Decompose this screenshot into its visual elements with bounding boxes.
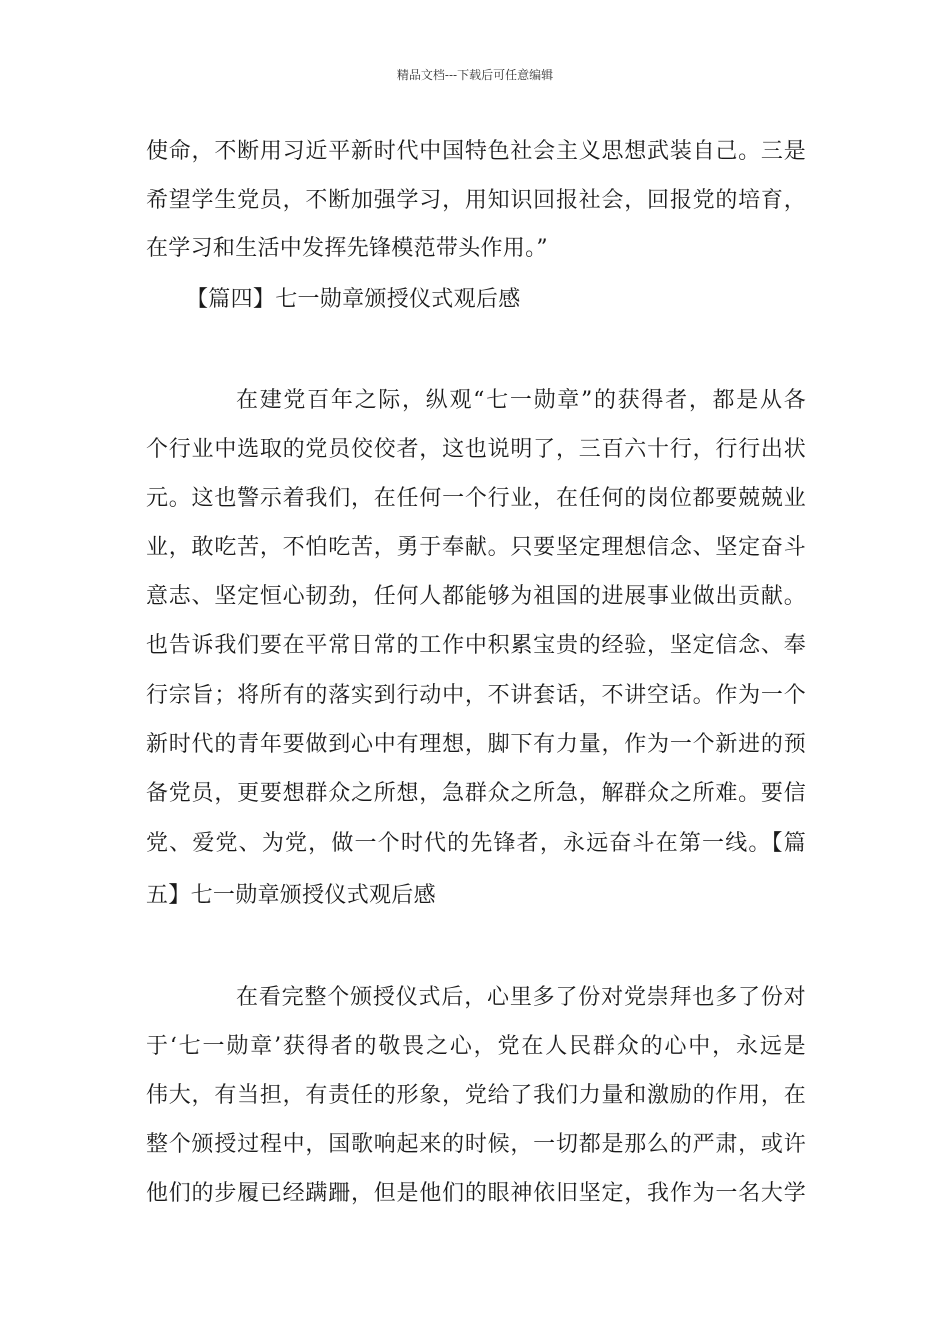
paragraph-line: 行宗旨；将所有的落实到行动中，不讲套话，不讲空话。作为一个 (146, 683, 806, 708)
paragraph-line: 元。这也警示着我们，在任何一个行业，在任何的岗位都要兢兢业 (146, 486, 806, 511)
section-heading: 五】七一勋章颁授仪式观后感 (146, 883, 436, 908)
paragraph-line: 意志、坚定恒心韧劲，任何人都能够为祖国的进展事业做出贡献。 (146, 584, 806, 609)
page-header: 精品文档---下载后可任意编辑 (396, 68, 554, 82)
paragraph-line: 整个颁授过程中，国歌响起来的时候，一切都是那么的严肃，或许 (146, 1132, 806, 1157)
section-heading: 【篇四】七一勋章颁授仪式观后感 (186, 287, 521, 312)
paragraph-line: 他们的步履已经蹒跚，但是他们的眼神依旧坚定，我作为一名大学 (146, 1181, 806, 1206)
paragraph-line: 备党员，更要想群众之所想，急群众之所急，解群众之所难。要信 (146, 781, 806, 806)
paragraph-line: 伟大，有当担，有责任的形象，党给了我们力量和激励的作用，在 (146, 1083, 806, 1108)
paragraph-line: 希望学生党员，不断加强学习，用知识回报社会，回报党的培育， (146, 188, 806, 213)
paragraph-line: 业，敢吃苦，不怕吃苦，勇于奉献。只要坚定理想信念、坚定奋斗 (146, 535, 806, 560)
paragraph-line: 新时代的青年要做到心中有理想，脚下有力量，作为一个新进的预 (146, 732, 806, 757)
paragraph-line: 在建党百年之际，纵观“七一勋章”的获得者，都是从各 (236, 388, 806, 413)
paragraph-line: 也告诉我们要在平常日常的工作中积累宝贵的经验，坚定信念、奉 (146, 633, 806, 658)
paragraph-line: 使命，不断用习近平新时代中国特色社会主义思想武装自己。三是 (146, 139, 806, 164)
paragraph-line: 于‘七一勋章’获得者的敬畏之心，党在人民群众的心中，永远是 (146, 1034, 806, 1059)
paragraph-line: 个行业中选取的党员佼佼者，这也说明了，三百六十行，行行出状 (146, 437, 806, 462)
paragraph-line: 党、爱党、为党，做一个时代的先锋者，永远奋斗在第一线。【篇 (146, 831, 806, 856)
paragraph-line: 在学习和生活中发挥先锋模范带头作用。” (146, 236, 548, 261)
paragraph-line: 在看完整个颁授仪式后，心里多了份对党崇拜也多了份对 (236, 985, 806, 1010)
